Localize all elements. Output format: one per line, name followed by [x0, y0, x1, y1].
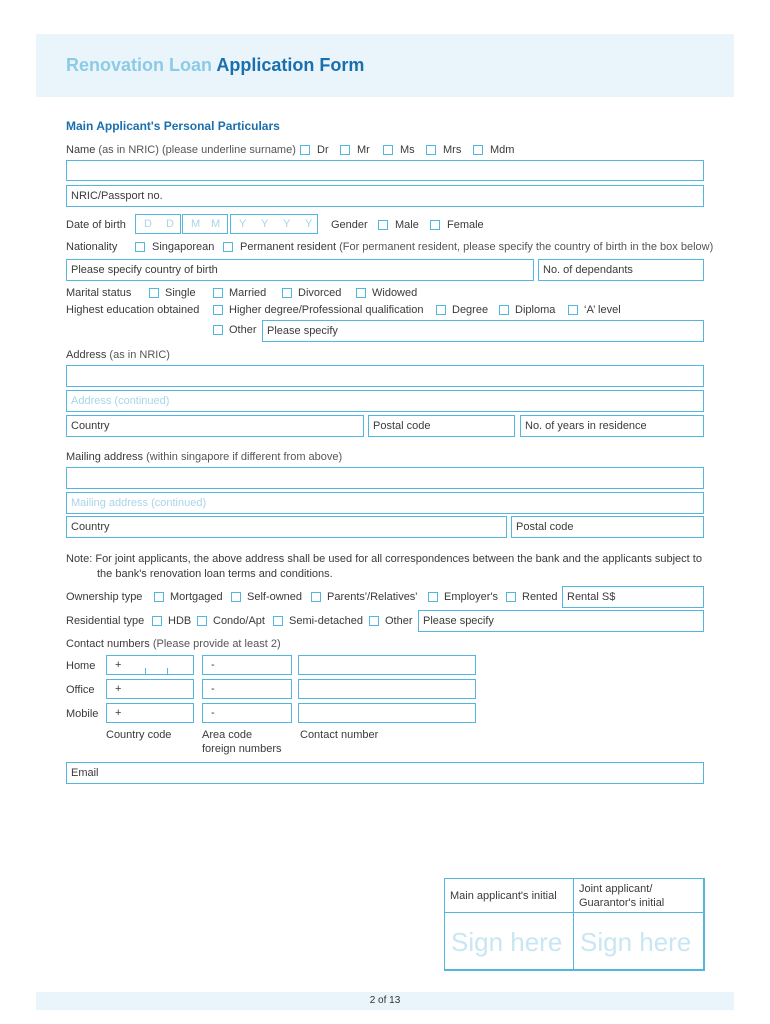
title-mr-label: Mr: [357, 144, 370, 156]
dob-year-field[interactable]: [230, 214, 318, 234]
contact-label-text: Contact numbers: [66, 638, 150, 650]
education-higher-label: Higher degree/Professional qualification: [229, 304, 424, 316]
address-note: [66, 552, 706, 582]
gender-label: Gender: [331, 219, 368, 231]
ownership-mortgaged-label: Mortgaged: [170, 591, 223, 603]
nationality-label: Nationality: [66, 241, 118, 253]
address-line1-field[interactable]: [66, 365, 704, 387]
home-number-field[interactable]: [298, 655, 476, 675]
section-title: Main Applicant's Personal Particulars: [66, 119, 280, 133]
name-label-text: Name: [66, 144, 96, 156]
ownership-label: Ownership type: [66, 591, 143, 603]
office-country-code-field[interactable]: [106, 679, 194, 699]
title-mdm-checkbox[interactable]: [473, 145, 483, 155]
home-plus: +: [115, 659, 122, 671]
home-dash: -: [211, 659, 215, 671]
nationality-pr-text: Permanent resident: [240, 241, 336, 253]
marital-single-label: Single: [165, 287, 196, 299]
education-other-field[interactable]: [262, 320, 704, 342]
mailing-country-label: Country: [71, 521, 110, 533]
ownership-parents-checkbox[interactable]: [311, 592, 321, 602]
gender-female-checkbox[interactable]: [430, 220, 440, 230]
education-alevel-checkbox[interactable]: [568, 305, 578, 315]
office-number-field[interactable]: [298, 679, 476, 699]
page-number: 2 of 13: [369, 995, 401, 1006]
joint-initial-header: [573, 878, 705, 913]
residential-hdb-label: HDB: [168, 615, 192, 627]
nationality-pr-label: [240, 240, 713, 254]
area-code-caption: Area code: [202, 729, 253, 741]
form-title-part1: Renovation Loan: [66, 55, 213, 75]
mailing-postal-label: Postal code: [516, 521, 574, 533]
education-degree-checkbox[interactable]: [436, 305, 446, 315]
address-label: [66, 348, 170, 362]
initials-table: [444, 878, 704, 970]
email-field[interactable]: [66, 762, 704, 784]
contact-label-paren: (Please provide at least 2): [152, 638, 281, 650]
form-title-part2: Application Form: [216, 55, 365, 75]
foreign-numbers-caption: foreign numbers: [202, 743, 282, 755]
joint-initial-label-line1: Joint applicant/: [579, 883, 653, 895]
mobile-dash: -: [211, 707, 215, 719]
address-postal-label: Postal code: [373, 420, 431, 432]
ownership-employers-label: Employer's: [444, 591, 499, 603]
dob-y1: Y: [239, 218, 247, 230]
ownership-parents-label: Parents'/Relatives': [327, 591, 418, 603]
address-label-paren: (as in NRIC): [109, 349, 170, 361]
mailing-line1-field[interactable]: [66, 467, 704, 489]
address-postal-field[interactable]: [368, 415, 515, 437]
office-plus: +: [115, 683, 122, 695]
mobile-country-code-field[interactable]: [106, 703, 194, 723]
address-country-field[interactable]: [66, 415, 364, 437]
main-initial-label: Main applicant's initial: [450, 890, 557, 902]
main-initial-signature-box[interactable]: [444, 912, 574, 971]
residential-condo-checkbox[interactable]: [197, 616, 207, 626]
ownership-selfowned-checkbox[interactable]: [231, 592, 241, 602]
marital-divorced-label: Divorced: [298, 287, 342, 299]
nationality-singaporean-label: Singaporean: [152, 241, 215, 253]
mailing-postal-field[interactable]: [511, 516, 704, 538]
mailing-label-paren: (within singapore if different from above): [146, 451, 343, 463]
gender-male-checkbox[interactable]: [378, 220, 388, 230]
home-cc-tick: [149, 668, 168, 674]
nationality-singaporean-checkbox[interactable]: [135, 242, 145, 252]
education-degree-label: Degree: [452, 304, 489, 316]
address-continued-placeholder: Address (continued): [71, 395, 170, 407]
nationality-pr-checkbox[interactable]: [223, 242, 233, 252]
education-label: Highest education obtained: [66, 304, 200, 316]
contact-label: [66, 637, 281, 651]
residential-other-placeholder: Please specify: [423, 615, 494, 627]
ownership-selfowned-label: Self-owned: [247, 591, 303, 603]
country-code-caption: Country code: [106, 729, 172, 741]
ownership-rented-checkbox[interactable]: [506, 592, 516, 602]
dob-y3: Y: [283, 218, 291, 230]
dependants-label: No. of dependants: [543, 264, 633, 276]
dob-m2: M: [211, 218, 221, 230]
title-ms-checkbox[interactable]: [383, 145, 393, 155]
mailing-country-field[interactable]: [66, 516, 507, 538]
rental-amount-field[interactable]: [562, 586, 704, 608]
dob-y2: Y: [261, 218, 269, 230]
title-mrs-label: Mrs: [443, 144, 462, 156]
home-cc-tick: [171, 668, 172, 674]
name-label: [66, 143, 296, 157]
nric-field[interactable]: [66, 185, 704, 207]
dob-day-field[interactable]: [135, 214, 181, 234]
marital-widowed-checkbox[interactable]: [356, 288, 366, 298]
residential-semidetached-checkbox[interactable]: [273, 616, 283, 626]
marital-widowed-label: Widowed: [372, 287, 418, 299]
education-alevel-label: ‘A’ level: [584, 304, 621, 316]
address-years-field[interactable]: [520, 415, 704, 437]
home-country-code-field[interactable]: [106, 655, 194, 675]
education-higher-checkbox[interactable]: [213, 305, 223, 315]
dob-m1: M: [191, 218, 201, 230]
address-note-line1: Note: For joint applicants, the above address shall be used for all correspondences between the bank and the applicants subject to: [66, 553, 702, 565]
title-mrs-checkbox[interactable]: [426, 145, 436, 155]
marital-married-checkbox[interactable]: [213, 288, 223, 298]
contact-mobile-label: Mobile: [66, 708, 99, 720]
dob-month-field[interactable]: [182, 214, 228, 234]
mobile-plus: +: [115, 707, 122, 719]
address-years-label: No. of years in residence: [525, 420, 647, 432]
joint-initial-label-line2: Guarantor's initial: [579, 897, 665, 909]
education-diploma-label: Diploma: [515, 304, 556, 316]
home-area-code-field[interactable]: [202, 655, 292, 675]
dependants-field[interactable]: [538, 259, 704, 281]
mobile-area-code-field[interactable]: [202, 703, 292, 723]
title-dr-checkbox[interactable]: [300, 145, 310, 155]
mailing-label: [66, 450, 342, 464]
mailing-label-text: Mailing address: [66, 451, 144, 463]
residential-semidetached-label: Semi-detached: [289, 615, 363, 627]
main-initial-header: [444, 878, 574, 913]
name-field[interactable]: [66, 160, 704, 181]
address-line2-field[interactable]: [66, 390, 704, 412]
address-label-text: Address: [66, 349, 107, 361]
office-area-code-field[interactable]: [202, 679, 292, 699]
email-label: Email: [71, 767, 99, 779]
country-of-birth-field[interactable]: [66, 259, 534, 281]
form-title: [66, 55, 364, 76]
education-other-placeholder: Please specify: [267, 325, 338, 337]
dob-label: Date of birth: [66, 219, 126, 231]
gender-male-label: Male: [395, 219, 419, 231]
dob-y4: Y: [305, 218, 313, 230]
rental-label: Rental S$: [567, 591, 616, 603]
mobile-number-field[interactable]: [298, 703, 476, 723]
title-mr-checkbox[interactable]: [340, 145, 350, 155]
residential-other-field[interactable]: [418, 610, 704, 632]
title-ms-label: Ms: [400, 144, 415, 156]
title-mdm-label: Mdm: [490, 144, 515, 156]
ownership-employers-checkbox[interactable]: [428, 592, 438, 602]
country-of-birth-placeholder: Please specify country of birth: [71, 264, 218, 276]
title-dr-label: Dr: [317, 144, 329, 156]
residential-hdb-checkbox[interactable]: [152, 616, 162, 626]
education-other-label: Other: [229, 324, 257, 336]
ownership-rented-label: Rented: [522, 591, 558, 603]
office-dash: -: [211, 683, 215, 695]
mailing-continued-placeholder: Mailing address (continued): [71, 497, 207, 509]
nric-label: NRIC/Passport no.: [71, 190, 163, 202]
education-diploma-checkbox[interactable]: [499, 305, 509, 315]
main-sign-here: Sign here: [451, 927, 563, 957]
joint-sign-here: Sign here: [580, 927, 692, 957]
education-other-checkbox[interactable]: [213, 325, 223, 335]
ownership-mortgaged-checkbox[interactable]: [154, 592, 164, 602]
nationality-pr-note: (For permanent resident, please specify the country of birth in the box below): [339, 241, 714, 253]
residential-other-label: Other: [385, 615, 413, 627]
contact-home-label: Home: [66, 660, 96, 672]
dob-d2: D: [166, 218, 174, 230]
address-note-line2: the bank's renovation loan terms and conditions.: [97, 568, 333, 580]
gender-female-label: Female: [447, 219, 484, 231]
contact-office-label: Office: [66, 684, 95, 696]
residential-label: Residential type: [66, 615, 145, 627]
name-label-paren: (as in NRIC) (please underline surname): [98, 144, 296, 156]
joint-initial-signature-box[interactable]: [573, 912, 705, 971]
marital-label: Marital status: [66, 287, 132, 299]
home-cc-tick: [127, 668, 146, 674]
dob-d1: D: [144, 218, 152, 230]
residential-other-checkbox[interactable]: [369, 616, 379, 626]
marital-married-label: Married: [229, 287, 267, 299]
residential-condo-label: Condo/Apt: [213, 615, 265, 627]
mailing-line2-field[interactable]: [66, 492, 704, 514]
marital-single-checkbox[interactable]: [149, 288, 159, 298]
marital-divorced-checkbox[interactable]: [282, 288, 292, 298]
contact-number-caption: Contact number: [300, 729, 379, 741]
address-country-label: Country: [71, 420, 110, 432]
